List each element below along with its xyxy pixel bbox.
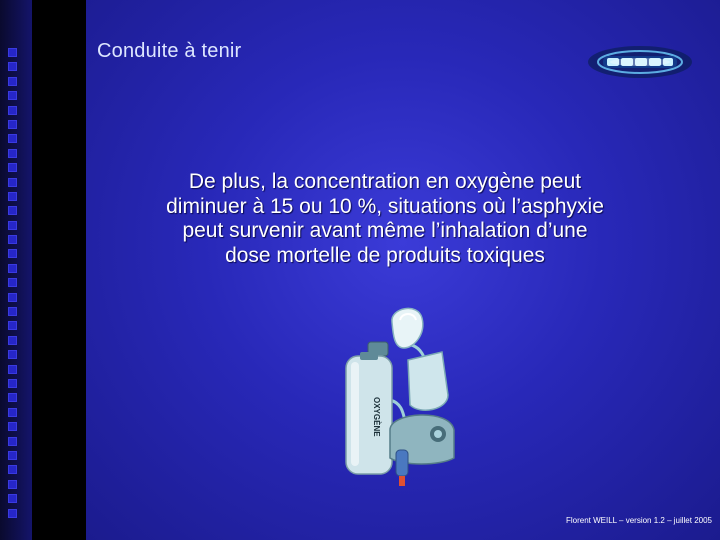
slide-title: Conduite à tenir (97, 40, 242, 62)
body-text (125, 170, 645, 268)
body-line: dose mortelle de produits toxiques (225, 243, 545, 267)
footer-credit: Florent WEILL – version 1.2 – juillet 2005 (565, 516, 712, 525)
left-decorative-band (0, 0, 32, 540)
body-line: diminuer à 15 ou 10 %, situations où l’asphyxie (166, 194, 604, 218)
square-strip (4, 48, 20, 523)
body-line: peut survenir avant même l’inhalation d’une (182, 219, 588, 242)
fire-engine-light-bar-logo-icon (585, 40, 695, 80)
cylinder-label: OXYGÈNE (372, 397, 381, 437)
body-line: De plus, la concentration en oxygène peut (188, 170, 582, 193)
oxygen-cylinder-mask-icon (330, 300, 470, 495)
